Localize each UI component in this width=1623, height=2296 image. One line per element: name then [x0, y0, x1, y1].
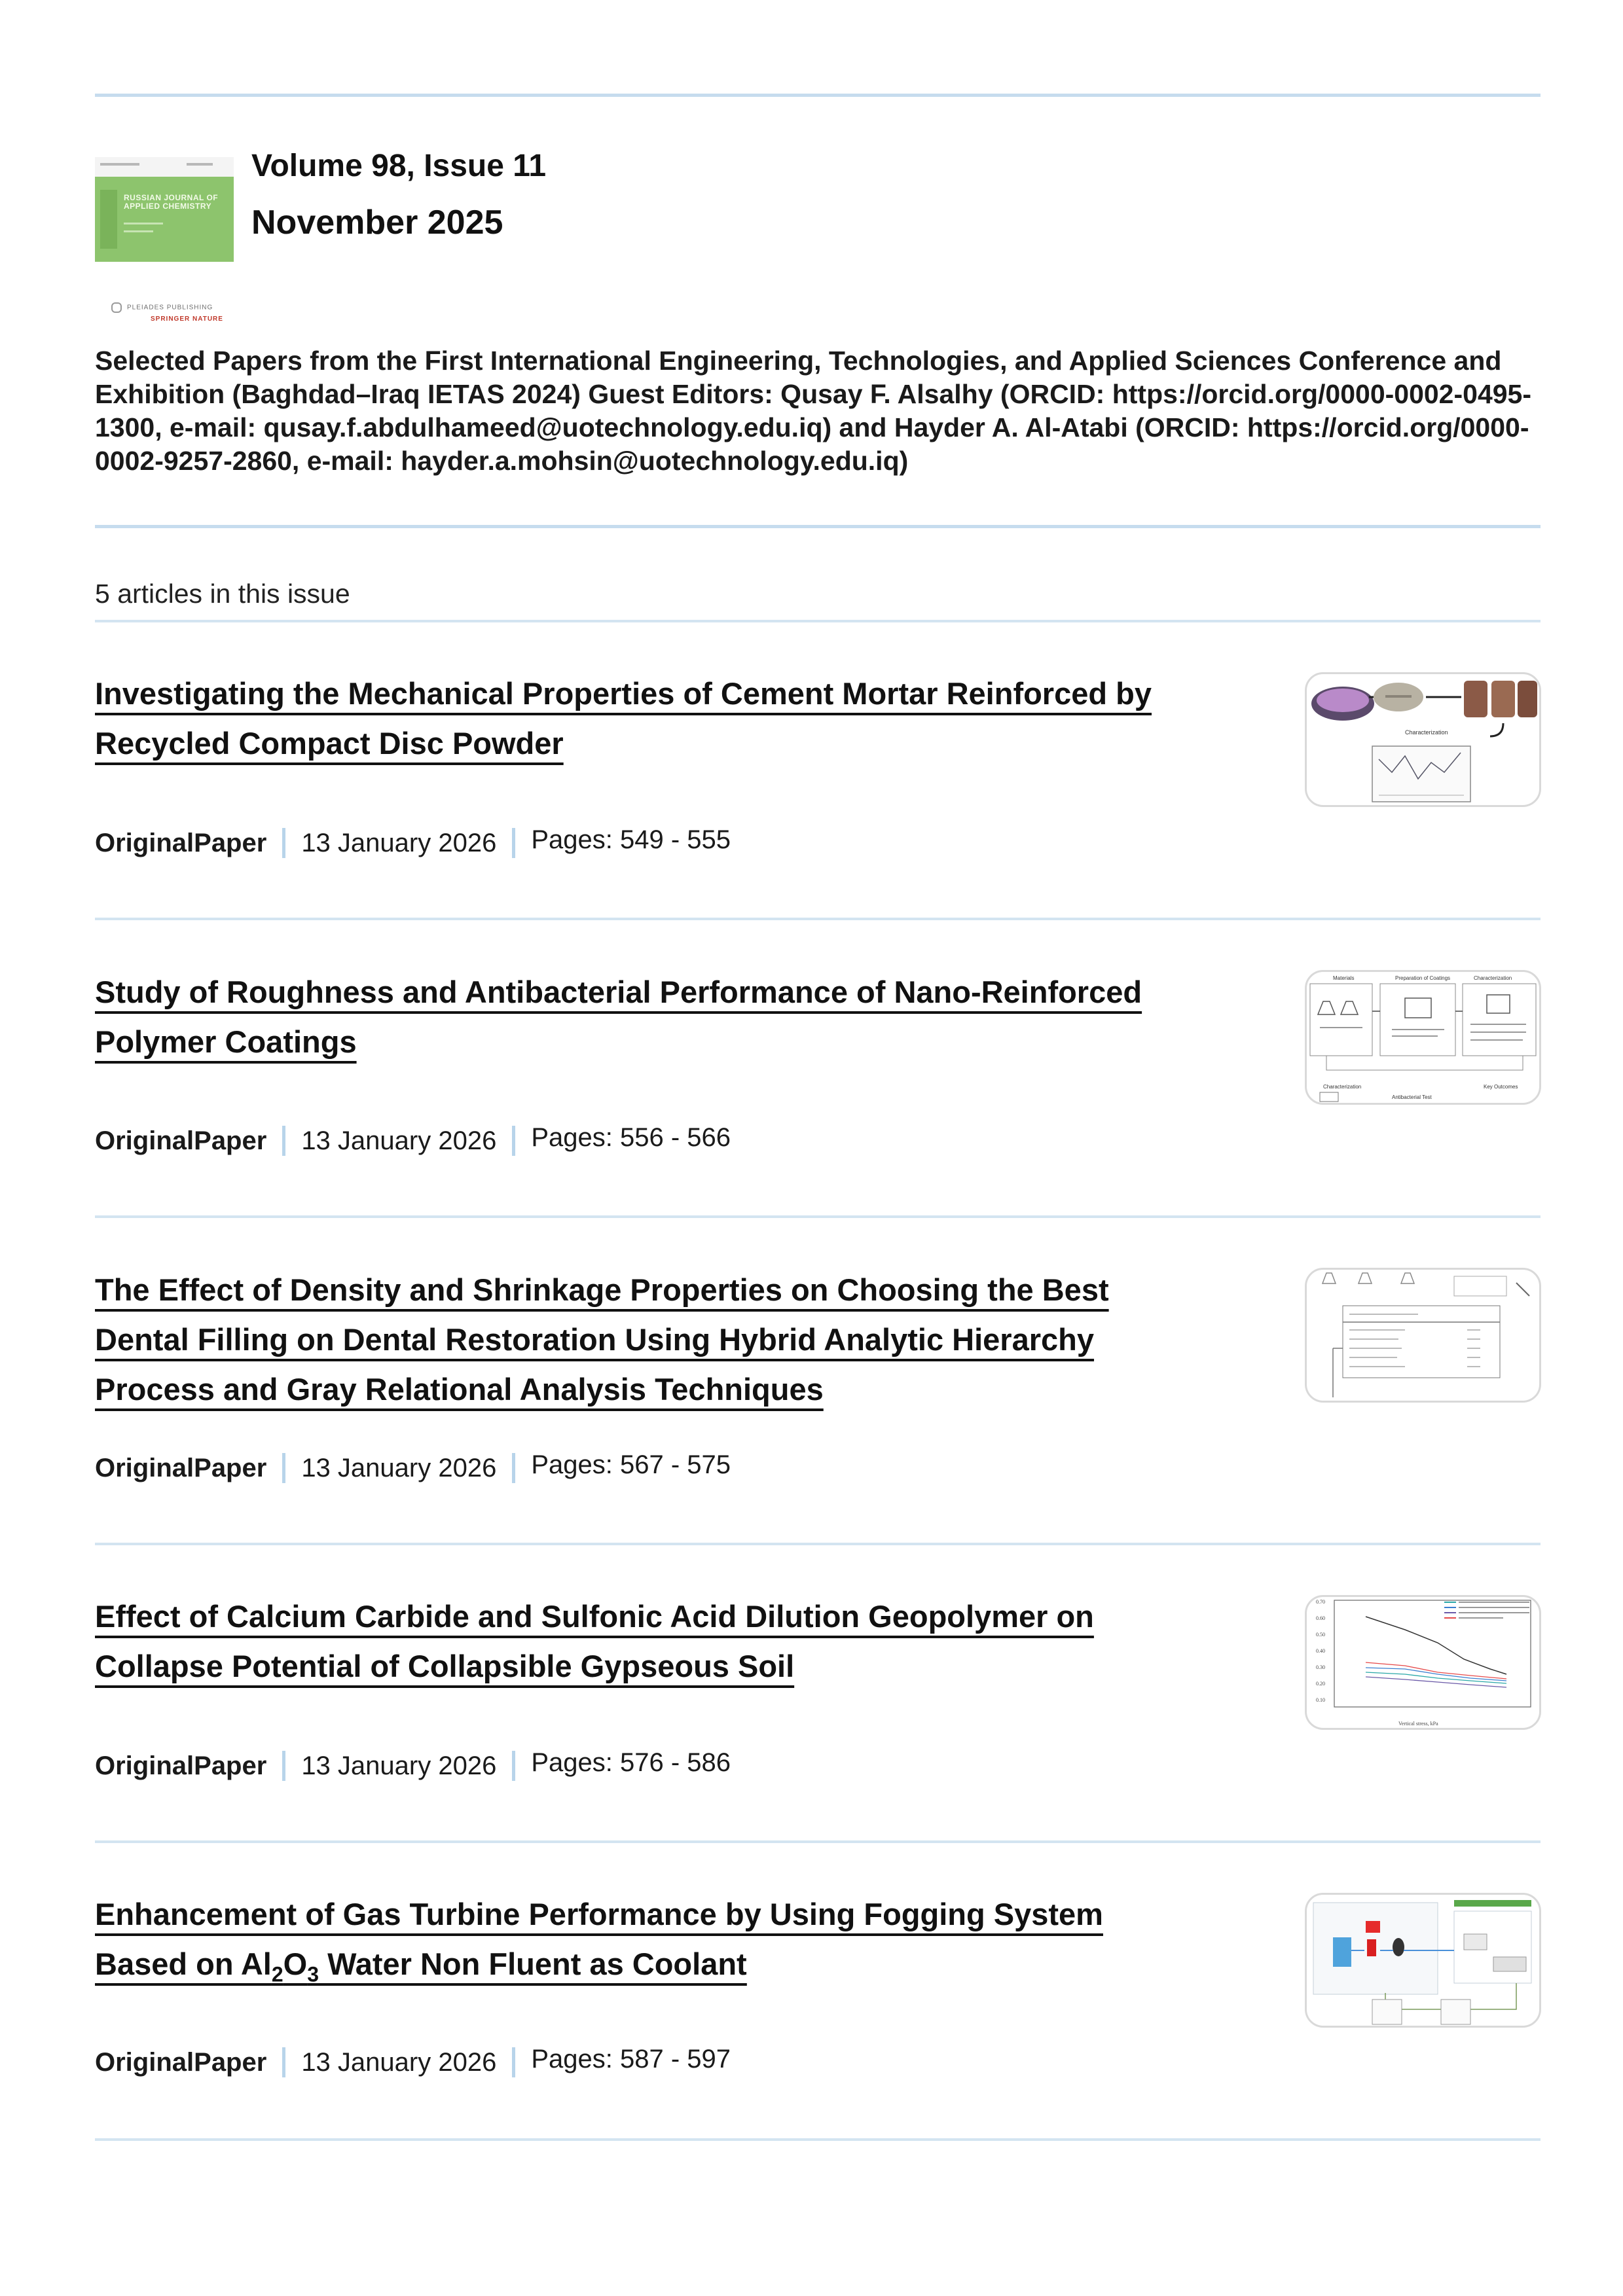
article-title-line[interactable]: Recycled Compact Disc Powder	[95, 726, 564, 761]
thumbnail-label: Preparation of Coatings	[1395, 975, 1451, 981]
article-title-line[interactable]: Collapse Potential of Collapsible Gypseous Soil	[95, 1649, 795, 1683]
article-thumbnail[interactable]	[1305, 970, 1541, 1105]
thumbnail-graphic	[1307, 972, 1539, 1103]
article-pages: Pages: 549 - 555	[531, 825, 731, 854]
article-date: 13 January 2026	[301, 2048, 497, 2077]
article-pages: Pages: 576 - 586	[531, 1748, 731, 1777]
article-meta	[95, 1123, 731, 1156]
thumbnail-label: Characterization	[1323, 1084, 1362, 1090]
article-title-line[interactable]: Process and Gray Relational Analysis Techniques	[95, 1372, 824, 1407]
thumbnail-axis-tick: 0.40	[1316, 1648, 1325, 1654]
article-count: 5 articles in this issue	[95, 579, 350, 609]
thumbnail-graphic	[1307, 1597, 1539, 1728]
thumbnail-caption: Characterization	[1405, 729, 1448, 736]
thumbnail-graphic	[1307, 1270, 1539, 1401]
issue-volume: Volume 98, Issue 11	[251, 149, 547, 183]
description-divider	[95, 525, 1541, 528]
article-meta	[95, 825, 731, 858]
cover-title-line-2: APPLIED CHEMISTRY	[124, 202, 212, 211]
meta-separator	[512, 1751, 515, 1781]
article-thumbnail[interactable]	[1305, 672, 1541, 807]
article-date: 13 January 2026	[301, 1454, 497, 1482]
article-meta	[95, 1748, 731, 1781]
article-title-link[interactable]	[95, 1265, 1247, 1414]
article-type: OriginalPaper	[95, 2048, 267, 2077]
article-pages: Pages: 587 - 597	[531, 2045, 731, 2073]
article-pages: Pages: 567 - 575	[531, 1450, 731, 1479]
cover-line	[124, 230, 153, 232]
meta-separator	[282, 1126, 285, 1156]
thumbnail-axis-tick: 0.60	[1316, 1615, 1325, 1621]
meta-separator	[282, 2047, 285, 2077]
meta-separator	[282, 1453, 285, 1483]
article-divider	[95, 918, 1541, 920]
title-fragment[interactable]: Based on Al	[95, 1946, 272, 1981]
cover-side-block	[100, 190, 117, 249]
article-divider	[95, 1543, 1541, 1545]
article-date: 13 January 2026	[301, 1126, 497, 1155]
meta-separator	[512, 1453, 515, 1483]
title-subscript: 3	[307, 1962, 319, 1986]
issue-date: November 2025	[251, 204, 503, 242]
publisher-brand-row	[151, 315, 223, 323]
article-type: OriginalPaper	[95, 1751, 267, 1780]
publisher-name: PLEIADES PUBLISHING	[127, 304, 213, 312]
article-type: OriginalPaper	[95, 1454, 267, 1482]
meta-separator	[282, 828, 285, 858]
article-title-line[interactable]: Effect of Calcium Carbide and Sulfonic Acid Dilution Geopolymer on	[95, 1599, 1094, 1634]
thumbnail-axis-tick: 0.20	[1316, 1681, 1325, 1687]
thumbnail-label: Materials	[1333, 975, 1355, 981]
article-date: 13 January 2026	[301, 829, 497, 857]
meta-separator	[512, 2047, 515, 2077]
thumbnail-label: Key Outcomes	[1484, 1084, 1518, 1090]
article-title-line[interactable]: The Effect of Density and Shrinkage Properties on Choosing the Best	[95, 1272, 1109, 1307]
article-title-link[interactable]	[95, 669, 1247, 768]
article-type: OriginalPaper	[95, 829, 267, 857]
thumbnail-x-label: Vertical stress, kPa	[1398, 1721, 1438, 1727]
article-date: 13 January 2026	[301, 1751, 497, 1780]
thumbnail-graphic	[1307, 674, 1539, 805]
article-pages: Pages: 556 - 566	[531, 1123, 731, 1152]
article-title-line-2[interactable]	[95, 1946, 747, 1986]
article-divider	[95, 1840, 1541, 1843]
publisher-seal-icon	[111, 302, 122, 313]
article-title-line[interactable]: Polymer Coatings	[95, 1024, 357, 1059]
journal-cover-image[interactable]	[95, 157, 234, 262]
meta-separator	[512, 1126, 515, 1156]
article-title-line[interactable]: Dental Filling on Dental Restoration Using Hybrid Analytic Hierarchy	[95, 1322, 1095, 1357]
meta-separator	[512, 828, 515, 858]
cover-title-line-1: RUSSIAN JOURNAL OF	[124, 193, 219, 202]
top-divider	[95, 94, 1541, 97]
title-fragment[interactable]: O	[283, 1946, 308, 1981]
article-meta	[95, 1450, 731, 1483]
article-type: OriginalPaper	[95, 1126, 267, 1155]
article-title-line[interactable]: Study of Roughness and Antibacterial Performance of Nano-Reinforced	[95, 975, 1142, 1009]
cover-title	[124, 194, 218, 211]
article-title-link[interactable]	[95, 1890, 1247, 1999]
article-thumbnail[interactable]	[1305, 1268, 1541, 1403]
publisher-brand: SPRINGER NATURE	[151, 315, 223, 323]
title-subscript: 2	[271, 1962, 283, 1986]
article-title-line[interactable]: Enhancement of Gas Turbine Performance by Using Fogging System	[95, 1897, 1103, 1931]
article-divider	[95, 1215, 1541, 1218]
article-thumbnail[interactable]	[1305, 1893, 1541, 2028]
article-title-line[interactable]: Investigating the Mechanical Properties of Cement Mortar Reinforced by	[95, 676, 1152, 711]
thumbnail-label: Antibacterial Test	[1392, 1094, 1432, 1100]
article-title-link[interactable]	[95, 967, 1247, 1067]
article-divider	[95, 2138, 1541, 2141]
publisher-logo	[111, 302, 223, 323]
cover-line	[124, 223, 163, 224]
thumbnail-axis-tick: 0.30	[1316, 1664, 1325, 1670]
meta-separator	[282, 1751, 285, 1781]
article-title-link[interactable]	[95, 1592, 1247, 1691]
cover-top-strip	[95, 157, 234, 177]
title-fragment[interactable]: Water Non Fluent as Coolant	[319, 1946, 747, 1981]
thumbnail-axis-tick: 0.70	[1316, 1599, 1325, 1605]
article-thumbnail[interactable]	[1305, 1595, 1541, 1730]
thumbnail-axis-tick: 0.50	[1316, 1632, 1325, 1638]
issue-description: Selected Papers from the First International Engineering, Technologies, and Applied Sciences Conference and Exhibition (Baghdad–Iraq IETAS 2024) Guest Editors: Qusay F. Alsalhy (ORCID: https://orcid.org/0000-0002-0495-1300, e-mail: qusay.f.abdulhameed@uotechnology.edu.iq) and Hayder A. Al-Atabi (ORCID: https://orcid.org/0000-0002-9257-2860, e-mail: hayder.a.mohsin@uotechnology.edu.iq)	[95, 346, 1532, 476]
article-meta	[95, 2047, 731, 2077]
thumbnail-axis-tick: 0.10	[1316, 1697, 1325, 1703]
thumbnail-label: Characterization	[1474, 975, 1512, 981]
count-divider	[95, 620, 1541, 622]
thumbnail-graphic	[1307, 1895, 1539, 2026]
